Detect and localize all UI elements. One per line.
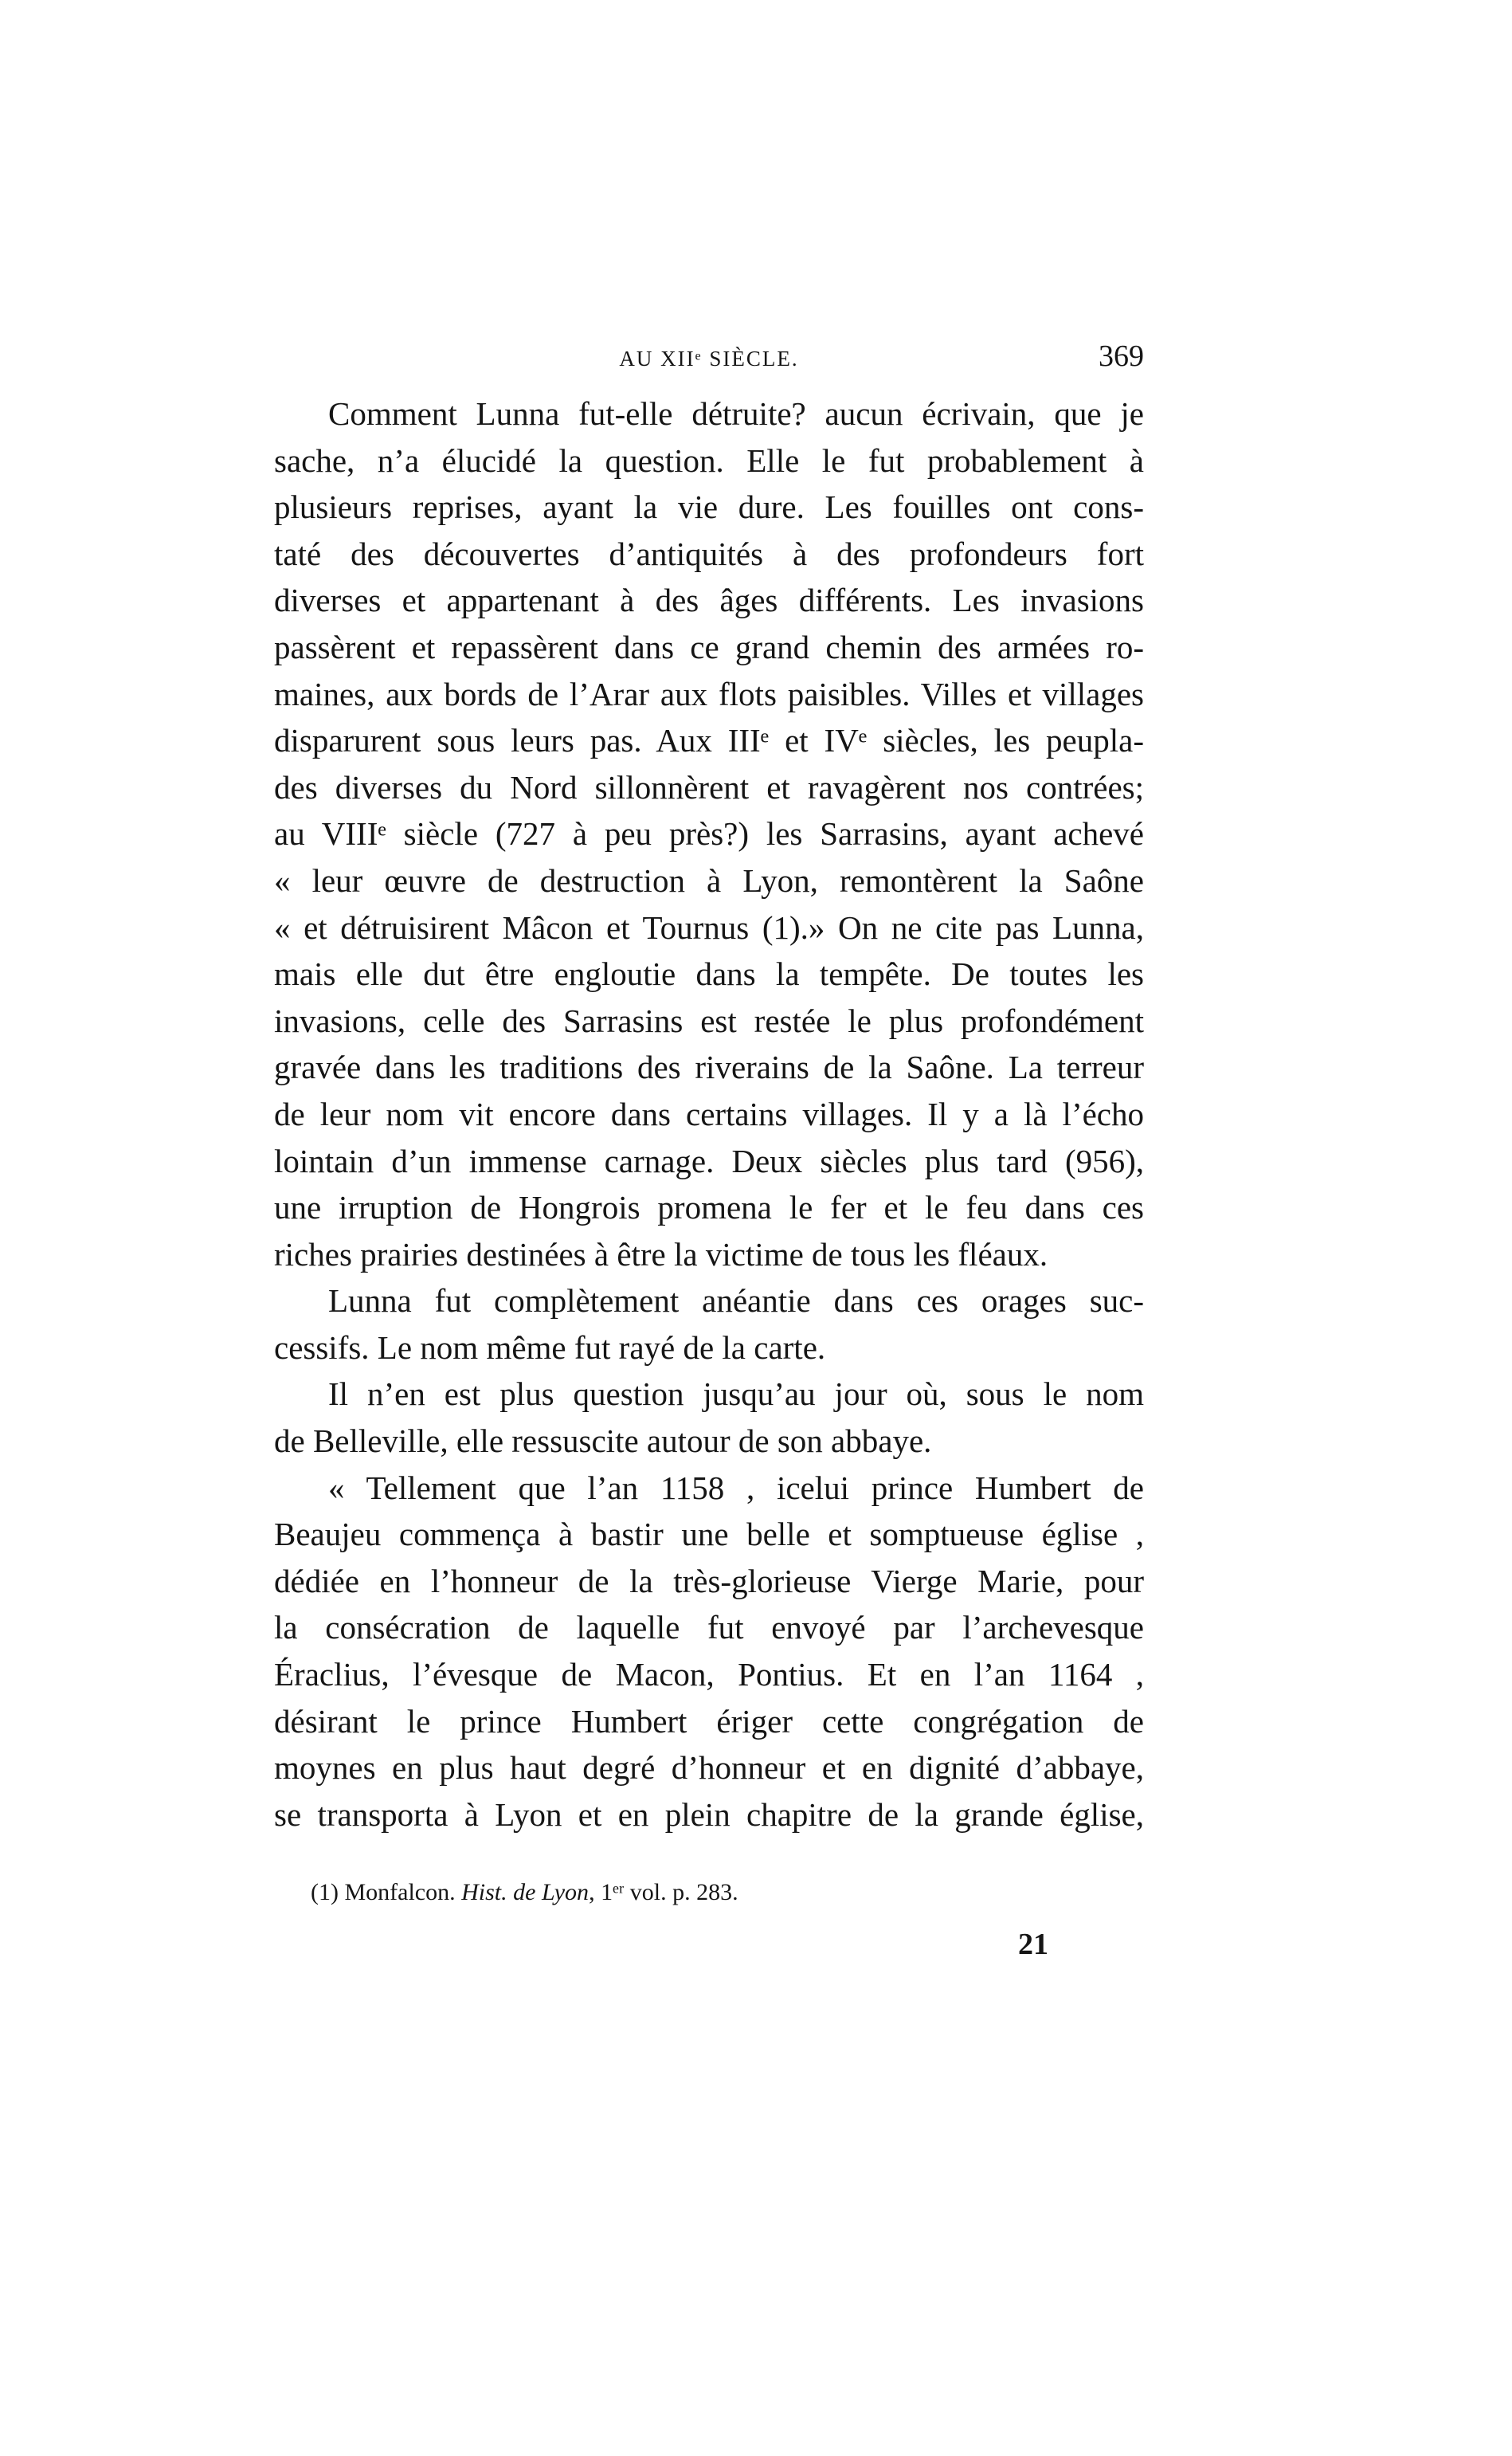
text-line: des diverses du Nord sillonnèrent et ravagèrent nos contrées;: [274, 768, 1144, 806]
text-line: riches prairies destinées à être la victime de tous les fléaux.: [274, 1235, 1048, 1273]
text-line: désirant le prince Humbert ériger cette congrégation de: [274, 1702, 1144, 1740]
text-line: passèrent et repassèrent dans ce grand chemin des armées ro-: [274, 628, 1144, 665]
footnote-suffix: , 1ᵉʳ vol. p. 283.: [589, 1879, 738, 1905]
running-head: [274, 339, 1144, 379]
text-line: se transporta à Lyon et en plein chapitre de la grande église,: [274, 1795, 1144, 1833]
text-line: gravée dans les traditions des riverains de la Saône. La terreur: [274, 1049, 1144, 1086]
text-line: diverses et appartenant à des âges différents. Les invasions: [274, 582, 1144, 619]
text-line: « leur œuvre de destruction à Lyon, remontèrent la Saône: [274, 861, 1144, 899]
text-line: mais elle dut être engloutie dans la tempête. De toutes les: [274, 955, 1144, 993]
text-line: Beaujeu commença à bastir une belle et somptueuse église ,: [274, 1516, 1144, 1553]
text-line: au VIIIᵉ siècle (727 à peu près?) les Sarrasins, ayant achevé: [274, 815, 1144, 853]
text-line: « Tellement que l’an 1158 , icelui prince Humbert de: [328, 1469, 1144, 1506]
text-line: « et détruisirent Mâcon et Tournus (1).» On ne cite pas Lunna,: [274, 908, 1144, 946]
text-line: plusieurs reprises, ayant la vie dure. Les fouilles ont cons-: [274, 488, 1144, 526]
footnote-title: Hist. de Lyon: [461, 1879, 590, 1905]
text-line: de leur nom vit encore dans certains villages. Il y a là l’écho: [274, 1095, 1144, 1132]
text-line: invasions, celle des Sarrasins est restée le plus profondément: [274, 1002, 1144, 1039]
text-line: maines, aux bords de l’Arar aux flots paisibles. Villes et villages: [274, 675, 1144, 712]
text-line: une irruption de Hongrois promena le fer et le feu dans ces: [274, 1189, 1144, 1226]
text-line: lointain d’un immense carnage. Deux siècles plus tard (956),: [274, 1142, 1144, 1179]
footnote-prefix: (1) Monfalcon.: [311, 1879, 462, 1905]
text-line: sache, n’a élucidé la question. Elle le fut probablement à: [274, 441, 1144, 479]
text-line: de Belleville, elle ressuscite autour de son abbaye.: [274, 1422, 932, 1460]
text-line: la consécration de laquelle fut envoyé par l’archevesque: [274, 1609, 1144, 1646]
text-line: cessifs. Le nom même fut rayé de la carte.: [274, 1328, 826, 1366]
text-line: Il n’en est plus question jusqu’au jour où, sous le nom: [328, 1375, 1144, 1413]
page-number: 369: [1099, 339, 1144, 373]
text-line: disparurent sous leurs pas. Aux IIIᵉ et IVᵉ siècles, les peupla-: [274, 722, 1144, 759]
text-line: Lunna fut complètement anéantie dans ces orages suc-: [328, 1282, 1144, 1320]
text-line: dédiée en l’honneur de la très-glorieuse Vierge Marie, pour: [274, 1562, 1144, 1599]
signature-mark: 21: [1018, 1928, 1048, 1961]
footnote: [311, 1879, 738, 1906]
text-line: Éraclius, l’évesque de Macon, Pontius. Et en l’an 1164 ,: [274, 1656, 1144, 1693]
text-line: taté des découvertes d’antiquités à des profondeurs fort: [274, 535, 1144, 572]
text-line: moynes en plus haut degré d’honneur et en dignité d’abbaye,: [274, 1749, 1144, 1787]
running-head-title: AU XIIᵉ SIÈCLE.: [619, 347, 799, 371]
text-line: Comment Lunna fut-elle détruite? aucun écrivain, que je: [328, 395, 1144, 432]
body-text: [274, 390, 1144, 1838]
